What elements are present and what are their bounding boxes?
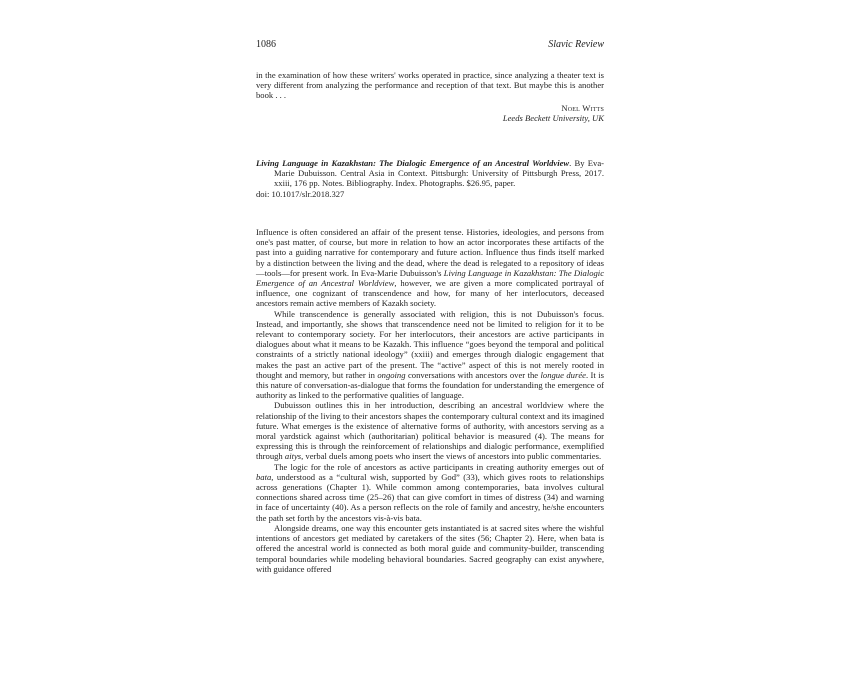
review-paragraph-1: Influence is often considered an affair of the present tense. Histories, ideologies, and persons from one's past matter, of course, but more in relation to how an actor incorporates these artifacts of the past into a guiding narrative for contemporary and future action. Influence thus finds itself marked by a distinction between the living and the dead, where the dead is relegated to a repository of ideas—tools—for present work. In Eva-Marie Dubuisson's Living Language in Kazakhstan: The Dialogic Emergence of an Ancestral Worldview, however, we are given a more complicated portrayal of influence, one cognizant of transcendence and how, for many of her interlocutors, deceased ancestors remain active members of Kazakh society. bbox=[256, 227, 605, 309]
review-paragraph-5: Alongside dreams, one way this encounter gets instantiated is at sacred sites where the wishful intentions of ancestors get mediated by caretakers of the sites (56; Chapter 2). Here, when bata is offered the ancestral world is connected as both moral guide and community-builder, transcending temporal boundaries while modeling behavioral boundaries. Sacred geography can exist anywhere, with guidance offered bbox=[256, 522, 604, 574]
book-title-inline: Living Language in Kazakhstan: The Dialogic Emergence of an Ancestral Worldview bbox=[256, 267, 605, 289]
journal-title: Slavic Review bbox=[548, 39, 604, 50]
review-paragraph-4: The logic for the role of ancestors as active participants in creating authority emerges out of bata, understood as a “cultural wish, supported by God” (33), which gives roots to relationships across generations (Chapter 1). While common among contemporaries, bata involves cultural connections shared across time (25–26) that can give comfort in times of distress (34) and warning in face of uncertainty (40). As a person reflects on the role of family and ancestry, he/she encounters the path set forth by the ancestors vis-à-vis bata. bbox=[256, 461, 604, 523]
review-paragraph-3: Dubuisson outlines this in her introduction, describing an ancestral worldview where the relationship of the living to their ancestors shapes the contemporary cultural context and its imagined future. What emerges is the existence of alternative forms of authority, with ancestors serving as a moral yardstick against which (authoritarian) political behavior is measured (4). The means for expressing this is through the reinforcement of relationships and dialogic performance, exemplified through aitys, verbal duels among poets who insert the views of ancestors into public commentaries. bbox=[256, 400, 604, 462]
reviewer-affiliation: Leeds Beckett University, UK bbox=[502, 112, 604, 123]
previous-review-ending bbox=[256, 70, 604, 123]
citation-text bbox=[256, 158, 604, 189]
page-number: 1086 bbox=[256, 39, 276, 50]
book-citation bbox=[256, 158, 604, 199]
review-body bbox=[256, 227, 604, 574]
review-paragraph-2: While transcendence is generally associated with religion, this is not Dubuisson's focus. Instead, and importantly, she shows that transcendence need not be limited to religion for it to be relevant to contemporary society. For her interlocutors, their ancestors are active participants in dialogues about what it means to be Kazakh. This influence “goes beyond the temporal and political constraints of a strictly national ideology” (xxiii) and emerges through dialogic engagement that makes the past an active part of the present. The “active” aspect of this is not merely rooted in thought and memory, but rather in ongoing conversations with ancestors over the longue durée. It is this nature of conversation-as-dialogue that forms the foundation for understanding the emergence of authority as linked to the performative qualities of language. bbox=[256, 308, 604, 401]
reviewer-name: Noel Witts bbox=[561, 102, 604, 113]
previous-review-text: in the examination of how these writers' works operated in practice, since analyzing a theater text is very different from analyzing the performance and reception of that text. But maybe this is another book . . . bbox=[256, 70, 604, 101]
reviewer-signature bbox=[256, 103, 604, 123]
doi: doi: 10.1017/slr.2018.327 bbox=[256, 188, 345, 199]
book-details: . By Eva-Marie Dubuisson. Central Asia in Context. Pittsburgh: University of Pittsburgh Press, 2017. xxiii, 176 pp. Notes. Bibliography. Index. Photographs. $26.95, paper. bbox=[274, 158, 604, 189]
book-title: Living Language in Kazakhstan: The Dialogic Emergence of an Ancestral Worldview bbox=[256, 158, 570, 168]
